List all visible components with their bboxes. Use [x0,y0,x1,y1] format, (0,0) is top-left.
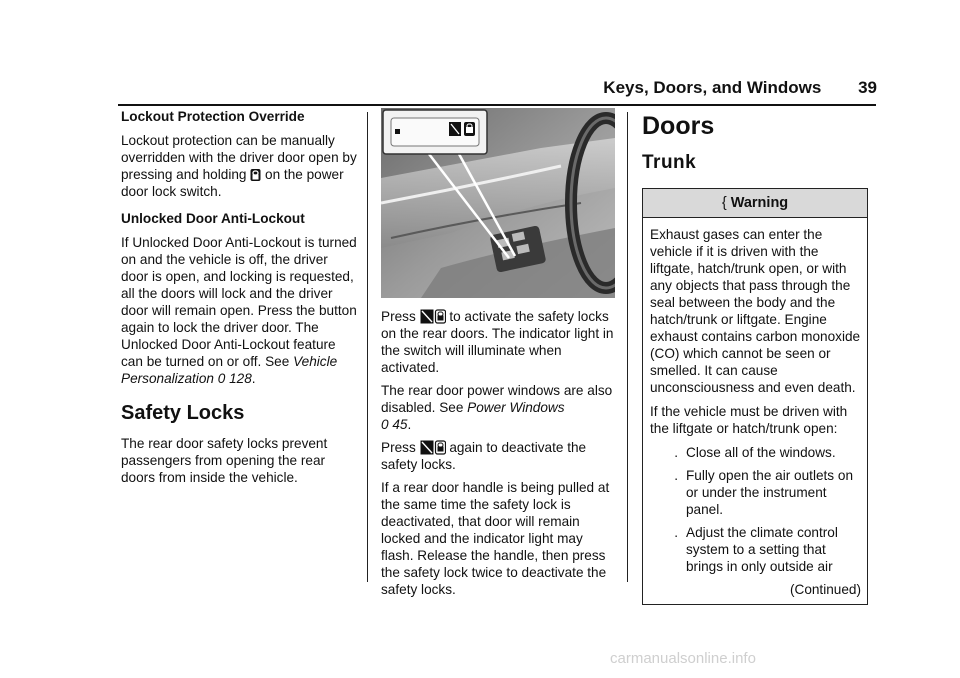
lockout-heading: Lockout Protection Override [121,109,305,124]
lockout-text-b2: on the power door lock switch. [121,167,344,199]
page-number: 39 [858,78,877,97]
page-header [0,78,877,98]
page-ref-number[interactable]: 45 [392,417,408,432]
bullet-mark: . [674,525,678,540]
door-panel-illustration [381,108,615,298]
bullet-text: Adjust the climate control system to a setting that brings in only outside air [686,525,838,574]
bullet-mark: . [674,445,678,460]
lockout-text-b1: by pressing and holding [121,150,357,182]
unlocked-text: If Unlocked Door Anti-Lockout is turned on and the vehicle is off, the driver door is open, and locking is requested, all the doors will lock and the driver door will remain open. Press the button again to lock the driver door. The Unlocked Door Anti-Lockout feature can be turned on or off. See [121,235,357,369]
warning-header [643,189,867,218]
deactivate-text: again to deactivate the safety locks. [381,440,587,472]
press-text: Press [381,440,416,455]
rear-windows-text: The rear door power windows are also disabled. See [381,383,613,415]
power-windows-link[interactable]: Power Windows [467,400,565,415]
lockout-paragraph [121,132,357,200]
safety-lock-icon [420,309,446,324]
lockout-text-a: Lockout protection can be manually overridden with the driver door open [121,133,339,165]
bullet-text: Fully open the air outlets on or under the instrument panel. [686,468,854,517]
column-divider [627,112,628,582]
period: . [407,417,412,432]
doors-heading: Doors [642,112,715,140]
warning-body [643,218,867,604]
page-ref-arrow: 0 [381,417,389,432]
warning-paragraph-2: If the vehicle must be driven with the liftgate or hatch/trunk open: [650,404,848,436]
warning-title: Warning [730,195,789,211]
vehicle-personalization-link[interactable]: Vehicle Personalization [121,354,338,386]
trunk-heading: Trunk [642,152,697,173]
page-ref-number[interactable]: 128 [229,371,252,386]
safety-locks-paragraph: The rear door safety locks prevent passengers from opening the rear doors from inside the vehicle. [121,436,328,485]
activate-text: to activate the safety locks on the rear doors. The indicator light in the switch will illuminate when activated. [381,309,614,375]
press-deactivate-paragraph [381,439,615,473]
bullet-mark: . [674,468,678,483]
column-3 [642,108,878,605]
column-1 [121,108,357,492]
column-2 [381,108,615,604]
safety-locks-heading: Safety Locks [121,402,245,424]
rear-windows-paragraph [381,382,615,433]
section-title: Keys, Doors, and Windows [603,78,822,97]
list-item [650,444,861,461]
bullet-text: Close all of the windows. [686,445,836,460]
unlocked-paragraph [121,234,357,387]
header-rule [118,104,876,106]
unlocked-heading: Unlocked Door Anti-Lockout [121,211,305,226]
list-item [650,467,861,518]
door-panel-photo [381,108,615,298]
period: . [251,371,256,386]
warning-paragraph-1: Exhaust gases can enter the vehicle if it is driven with the liftgate, hatch/trunk open, or with any objects that pass through the seal between the body and the hatch/trunk or liftgate. Engine exhaust contains carbon monoxide (CO) which cannot be seen or smelled. It can cause unconsciousness and even death. [650,227,861,395]
safety-lock-icon [420,440,446,455]
warning-icon: { [721,195,727,211]
press-text: Press [381,309,416,324]
watermark: carmanualsonline.info [610,650,756,667]
page-ref-arrow: 0 [217,371,226,386]
column-divider [367,112,368,582]
list-item [650,524,861,575]
lock-switch-icon [250,168,261,182]
handle-pulled-paragraph: If a rear door handle is being pulled at the same time the safety lock is deactivated, that door will remain locked and the indicator light may flash. Release the handle, then press the safety lock twice to deactivate the safety locks. [381,480,610,597]
warning-box [642,188,868,605]
continued-label: (Continued) [789,582,861,597]
press-activate-paragraph [381,308,615,376]
